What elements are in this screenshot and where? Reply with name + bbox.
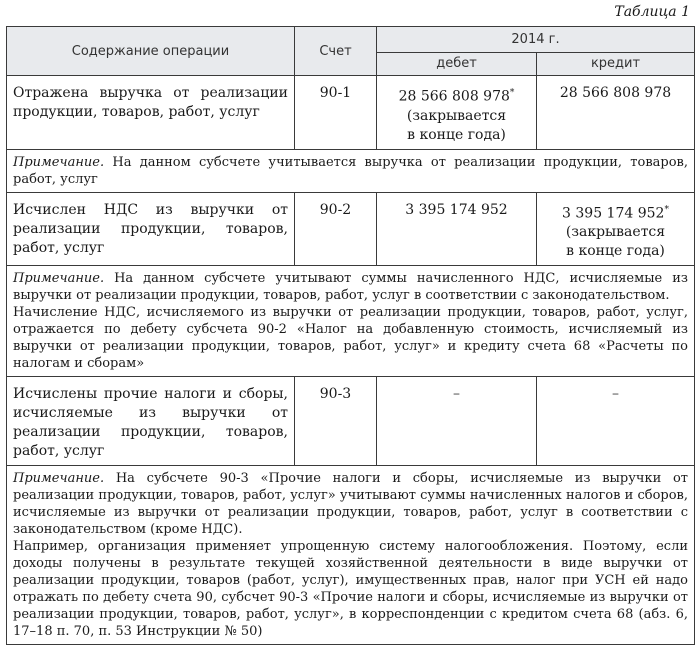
note-text: На данном субсчете учитывается выручка от реализации продукции, товаров, работ, услуг (13, 154, 688, 187)
footnote-mark: * (664, 204, 669, 215)
table-row (7, 76, 695, 150)
operations-table (6, 26, 695, 645)
credit-cell (537, 192, 695, 266)
header-year: 2014 г. (377, 27, 695, 53)
credit-note: (закрывается в конце года) (565, 224, 666, 260)
note-cell (7, 149, 695, 192)
footnote-mark: * (509, 88, 515, 98)
note-text-2: Начисление НДС, исчисляемого из выручки от реализации продукции, товаров, работ, услуг, отражается по дебету субсчета 90-2 «Налог на добавленную стоимость, исчисляемый из выручки от реализации продукции, товаров, работ, услуг» и кредиту счета 68 «Расчеты по налогам и сборам» (13, 305, 688, 372)
note-cell (7, 266, 695, 377)
credit-cell: – (537, 377, 695, 466)
debit-value: 28 566 808 978 (398, 88, 510, 105)
table-row (7, 377, 695, 466)
header-row (7, 27, 695, 53)
table-caption: Таблица 1 (614, 4, 690, 20)
debit-note: (закрывается в конце года) (406, 107, 507, 143)
note-text: На данном субсчете учитывают суммы начисленного НДС, исчисляемые из выручки от реализации продукции, товаров, работ, услуг в соответствии с законодательством. (13, 271, 688, 304)
credit-cell (537, 76, 695, 150)
note-text: На субсчете 90-3 «Прочие налоги и сборы, исчисляемые из выручки от реализации продукции, товаров, работ, услуг» учитывают суммы начисленных налогов и сборов, исчисляемые из выручки от реализации продукции, товаров, работ, услуг в соответствии с законодательством (кроме НДС). (13, 471, 688, 538)
debit-cell (377, 76, 537, 150)
account-cell: 90-2 (295, 192, 377, 266)
credit-value: 3 395 174 952 (562, 205, 665, 222)
header-operation: Содержание операции (7, 27, 295, 76)
note-text-2: Например, организация применяет упрощенную систему налогообложения. Поэтому, если доходы получены в результате текущей хозяйственной деятельности в виде выручки от реализации продукции, товаров (работ, услуг), имущественных прав, налог при УСН ей надо отражать по дебету счета 90, субсчет 90-3 «Прочие налоги и сборы, исчисляемые из выручки от реализации продукции, товаров, работ, услуг», в корреспонденции с кредитом счета 68 (абз. 6, 17–18 п. 70, п. 53 Инструкции № 50) (13, 539, 688, 640)
header-credit: кредит (537, 52, 695, 75)
header-account: Счет (295, 27, 377, 76)
debit-cell (377, 192, 537, 266)
note-label: Примечание. (13, 271, 105, 287)
note-row (7, 266, 695, 377)
note-row (7, 466, 695, 645)
operation-cell: Отражена выручка от реализации продукции, товаров, работ, услуг (7, 76, 295, 150)
note-row (7, 149, 695, 192)
table-row (7, 192, 695, 266)
account-cell: 90-1 (295, 76, 377, 150)
note-cell (7, 466, 695, 645)
account-cell: 90-3 (295, 377, 377, 466)
operation-cell: Исчислены прочие налоги и сборы, исчисляемые из выручки от реализации продукции, товаров, работ, услуг (7, 377, 295, 466)
header-debit: дебет (377, 52, 537, 75)
debit-value: 3 395 174 952 (405, 201, 508, 218)
debit-cell: – (377, 377, 537, 466)
note-label: Примечание. (13, 471, 105, 487)
operation-cell: Исчислен НДС из выручки от реализации продукции, товаров, работ, услуг (7, 192, 295, 266)
credit-value: 28 566 808 978 (559, 85, 672, 101)
note-label: Примечание. (13, 154, 105, 170)
